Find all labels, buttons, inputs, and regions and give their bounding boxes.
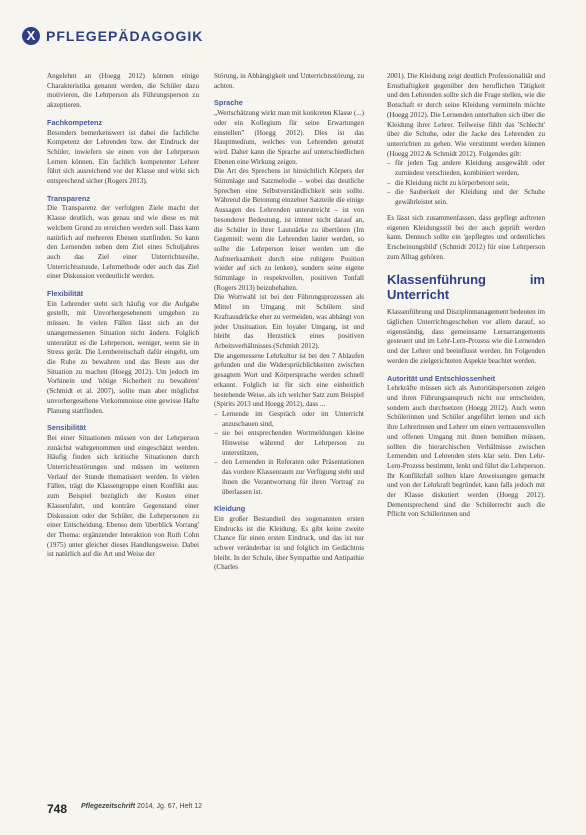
heading-sprache: Sprache <box>214 98 243 108</box>
paragraph-transparenz: Die Transparenz der verfolgten Ziele macht der Klasse deutlich, was genau und wie diese es mit welchem Grund zu erreichen werden soll. Dass kann natürlich auf mehreren Ebenen stattfinden. So kann den Lernenden neben dem Ziel eines Schuljahres auch das Ziel einer Unterrichtsreihe, Unterrichtsstunde, Lehrmethode oder auch das Ziel einer Diskussion verdeutlicht werden. <box>47 204 199 281</box>
list-item: – Lernende im Gespräch oder im Unterricht anzuschauen sind, <box>222 410 364 429</box>
journal-name: Pflegezeitschrift <box>81 803 136 810</box>
list-sprache <box>214 410 364 497</box>
list-item: – die Kleidung nicht zu körperbetont sein, <box>395 179 545 189</box>
paragraph-sprache-1: „Wertschätzung wirkt man mit konkreten Klasse (...) oder ein Kollegium für seine Erwartungen einstellen” (Hoegg 2012). Dies ist das Hauptmedium, welches von Lehrenden genutzt wird. Daher kann die Sprache auf unterschiedlichen Ebenen eine Wirkung zeigen. <box>214 109 364 166</box>
section-title: PFLEGEPÄDAGOGIK <box>46 28 204 44</box>
paragraph-sprache-2: Die Art des Sprechens ist hinsichtlich Körpers der Stimmlage und Satzmelodie – wobei das deutliche Sprechen eine Selbstverständlichkeit sein sollte. Während die Betonung einzelner Satzteile die einige Aussagen des Lehrenden unterstreicht – ist von besonderer Bedeutung, ist immer nicht darauf an, die Schüler in ihrer Lautstärke zu übertönen (Im Gegenteil: wenn die Lehrenden lauter werden, so sollte die Lehrperson leiser werden um die Aufmerksamkeit durch eine ruhigere Position wieder auf sich zu lenken), sondern seine eigene Stimmlage in respektvollen, positiven Tonfall (Rogers 2013) beizubehalten. <box>214 167 364 292</box>
heading-autoritaet: Autorität und Entschlossenheit <box>387 373 496 383</box>
paragraph-summary: Es lässt sich zusammenfassen, dass gepflegt auftreten eigenen Kleidungsstil bei der auch geprüft werden kann. Dennoch sollte ein 'gepflegtes und ordentliches Erscheinungsbild' (Schmidt 2012) für eine Lehrperson zum Alltag gehören. <box>387 213 545 261</box>
heading-fachkompetenz: Fachkompetenz <box>47 117 103 127</box>
list-kleidung <box>387 159 545 208</box>
heading-flexibilitaet: Flexibilität <box>47 289 84 299</box>
paragraph-autoritaet: Lehrkräfte müssen sich als Autoritätspersonen zeigen und ihren Führungsanspruch nicht nur entscheiden, sondern auch durchsetzen (Hoegg 2012). Auch wenn Schülerinnen und Schüler angeführt lernen und sich ihre Lehrerinnen und Lehrer um einen vertrauensvollen und offenen Umgang mit ihnen bemühen müssen, sollten die hierarchischen Verhältnisse zwischen Lernenden und Lehrenden stets klar sein. Den Lehr-Lern-Prozess bestimmt, lenkt und führt die Lehrperson. Ihr Konfliktfall sollten klare Anweisungen gemacht und von der Lehrkraft begründet, kann falls jedoch mit der Klasse diskutiert werden (Hoegg 2012). Dementsprechend sind die Schülerrecht auch die Pflicht von Schülerinnen und <box>387 384 545 519</box>
paragraph-sensibilitaet: Bei einer Situationen müssen von der Lehrperson zunächst wahrgenommen und eingeschätzt werden. Häufig finden sich kritische Situationen durch Unterrichtsstörungen und müssen im weiteren Verlauf der Stunde thematisiert werden. In vielen Fällen, trägt die Klassengruppe einen Konflikt aus: zum Beispiel bezüglich der Kosten einer Klassenfahrt, und konträre Gegenstand einer Diskussion oder der Schüler, die Lehrpersonen zu einer Entscheidung. Ebenso dem 'überblick Vorrang' der Thema: ergänzender Interaktion von Ruth Cohn (1975) unter gleicher dieses Handlungsweise. Dabei ist natürlich auf die Art und Weise der <box>47 433 199 559</box>
list-item: – sie bei entsprechenden Wortmeldungen kleine Hinweise während der Lehrperson zu unterstützen, <box>222 429 364 458</box>
page-number: 748 <box>47 802 68 816</box>
paragraph-flexibilitaet: Ein Lehrender steht sich häufig vor die Aufgabe gestellt, mit Unvorhergesehenem umgehen zu müssen. In vielen Fällen lässt sich an der unangemessenen Situation nicht ändern. Folglich unterstützt es die Lehrperson, weniger, wenn sie in Stress gerät. Die Lernbereitschaft dafür eingeht, um die Ruhe zu bewahren und das Beste aus der Situation zu machen (Hoegg 2012). Um jedoch im Vorhinein und 'nötige Sicherheit zu bewahren' (Schmidt et al. 2007), sollte man aber möglichst unvorhergesehene Vorkommnisse eine gewisse Hafte Planung stattfinden. <box>47 299 199 415</box>
paragraph-kleidung: Ein großer Bestandteil des sogenannten ersten Eindrucks ist die Kleidung. Es gibt keine zweite Chance für einen ersten Eindruck, und das ist nur schwer veränderbar ist und folglich im Gedächtnis bleibt. In der Schule, über Sympathie und Antipathie (Charles <box>214 514 364 572</box>
heading-kleidung: Kleidung <box>214 504 246 514</box>
intro-paragraph: Angelehnt an (Hoegg 2012) können einige Charakteristika genannt werden, die Schüler dazu motivieren, die Lehrperson als Führungsperson zu akzeptieren. <box>47 72 199 110</box>
paragraph-fachkompetenz: Besonders bemerkenswert ist dabei die fachliche Kompetenz der Lehrenden bzw. der Eindruck der Schüler, inwiefern sie einen von der Lehrperson Lernen können. Ein fachlich kompetenter Lehrer führt sich ausreichend vor der Klasse und wirkt sich entsprechend sicher (Rogers 2013). <box>47 128 199 186</box>
section-icon: X <box>22 27 40 45</box>
journal-issue: 2014, Jg. 67, Heft 12 <box>137 803 203 810</box>
column-3 <box>387 72 545 520</box>
column-1 <box>47 72 199 560</box>
column-2 <box>214 72 364 573</box>
paragraph-sprache-4: Die angemessene Lehrkultur ist bei den 7 Ablaufen gefunden und die Widersprüchlichkeiten zwischen gesagtem Wort und Körpersprache werden schnell erkannt. Folglich ist für sich eine einheitlich bestehende Weise, als ich welcher Satz zum Beispiel (Spirits 2013 und Hoegg 2012), dass ... <box>214 351 364 409</box>
list-item: – für jeden Tag andere Kleidung ausgewählt oder zumindest verschieden, kombiniert werden, <box>395 159 545 178</box>
journal-info <box>81 803 331 810</box>
page-header <box>0 0 586 44</box>
list-item: – die Sauberkeit der Kleidung und der Schuhe gewährleistet sein. <box>395 188 545 207</box>
paragraph-sprache-3: Die Wortwahl ist bei den Führungsprozessen als Mittel im Umgang mit Schülern sind Kraftausdrücke eher zu vermeiden, was abhängt von jeder Unsituation. Ein loyaler Umgang, ist und bleibt das Herzstück eines positiven Arbeitsverhältnisses (Schmidt 2012). <box>214 293 364 350</box>
heading-transparenz: Transparenz <box>47 193 90 203</box>
heading-klassenfuehrung: Klassenführung im Unterricht <box>387 272 545 303</box>
page-footer <box>47 800 203 818</box>
paragraph-continued: 2001). Die Kleidung zeigt deutlich Professionalität und Ernsthaftigkeit gegenüber den beruflichen Tätigkeit und den Lehrenden sollte sich die Frage stellen, wie die Botschaft er durch seine Kleidung vermitteln möchte (Hoegg 2012). Die Lernenden unterhalten sich über die Kleidung ihrer Lehrer. Teilweise fühlt das 'Schlecht' über die Schuhe, oder die Jacke des Lehrenden zu unterrichten zu gehen. Wie verstimmt werden können (Hoegg 2012 & Schmidt 2012). Folgendes gilt: <box>387 72 545 158</box>
heading-sensibilitaet: Sensibilität <box>47 423 86 433</box>
paragraph-klassenfuehrung: Klassenführung und Disziplinmanagement bedeuten im täglichen Unterrichtsgeschehen vor allem darauf, so eigenständig, dass gemeinsame Lernarrangements gesteuert und im Lehr-Lern-Prozess wie die Lernenden und der Lehrer und beeinflusst werden. Im Folgenden werden die zielgerichteten Aspekte beachtet werden. <box>387 308 545 365</box>
paragraph-continued: Störung, in Abhängigkeit und Unterrichtsstörung, zu achten. <box>214 72 364 90</box>
list-item: – den Lernenden in Referaten oder Präsentationen das vordere Klassenraum zur Verfügung steht und ihnen die Verantwortung für ihren 'Vortrag' zu überlassen ist. <box>222 458 364 497</box>
